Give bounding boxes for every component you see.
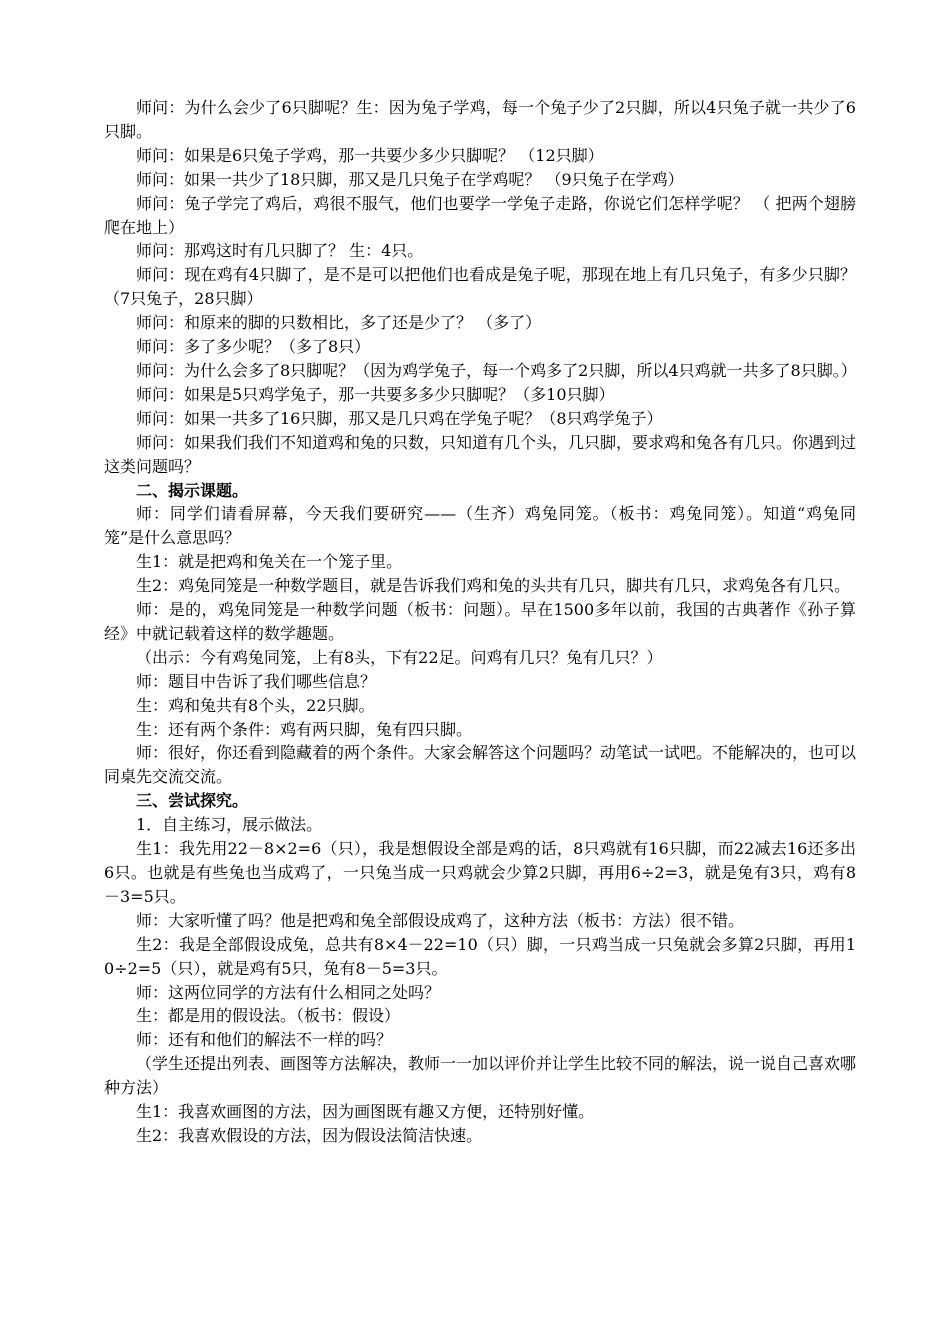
- paragraph: 师：题目中告诉了我们哪些信息？: [136, 671, 377, 691]
- paragraph: 师问：和原来的脚的只数相比，多了还是少了？ （多了）: [136, 313, 542, 333]
- paragraph: 师问：如果一共多了16只脚，那又是几只鸡在学兔子呢？（8只鸡学兔子）: [136, 408, 663, 428]
- document-body: [104, 96, 856, 1148]
- paragraph: 师：还有和他们的解法不一样的吗？: [136, 1030, 393, 1050]
- paragraph: 生1：我喜欢画图的方法，因为画图既有趣又方便，还特别好懂。: [136, 1102, 595, 1122]
- paragraph: 生：还有两个条件：鸡有两只脚，兔有四只脚。: [136, 719, 473, 739]
- paragraph: 师问：那鸡这时有几只脚了？ 生：4只。: [136, 241, 424, 261]
- paragraph: 师问：多了多少呢？（多了8只）: [136, 337, 371, 357]
- paragraph: 师问：如果是5只鸡学兔子，那一共要多多少只脚呢？（多10只脚）: [136, 384, 615, 404]
- paragraph: 师：这两位同学的方法有什么相同之处吗？: [136, 982, 441, 1002]
- paragraph: 生2：我喜欢假设的方法，因为假设法简洁快速。: [136, 1125, 483, 1145]
- paragraph: 生：鸡和兔共有8个头，22只脚。: [136, 695, 375, 715]
- paragraph: 师问：如果我们我们不知道鸡和兔的只数，只知道有几个头，几只脚，要求鸡和兔各有几只。你遇到过这类问题吗？: [104, 432, 857, 476]
- section-heading: 二、揭示课题。: [136, 480, 249, 500]
- paragraph: 师问：如果是6只兔子学鸡，那一共要少多少只脚呢？ （12只脚）: [136, 145, 604, 165]
- paragraph: （学生还提出列表、画图等方法解决，教师一一加以评价并让学生比较不同的解法，说一说自己喜欢哪种方法）: [104, 1054, 857, 1098]
- paragraph: 师问：为什么会多了8只脚呢？（因为鸡学兔子，每一个鸡多了2只脚，所以4只鸡就一共多了8只脚。）: [136, 360, 857, 380]
- paragraph: 生1：我先用22－8×2=6（只），我是想假设全部是鸡的话，8只鸡就有16只脚，而22减去16还多出6只。也就是有些兔也当成鸡了，一只兔当成一只鸡就会少算2只脚，再用6÷2=3，就是兔有3只，鸡有8－3=5只。: [104, 839, 856, 906]
- paragraph: 生2：鸡兔同笼是一种数学题目，就是告诉我们鸡和兔的头共有几只，脚共有几只，求鸡兔各有几只。: [136, 576, 851, 596]
- paragraph: 师：大家听懂了吗？他是把鸡和兔全部假设成鸡了，这种方法（板书：方法）很不错。: [136, 910, 745, 930]
- paragraph: 1．自主练习，展示做法。: [136, 815, 323, 835]
- paragraph: 生1：就是把鸡和兔关在一个笼子里。: [136, 552, 403, 572]
- paragraph: 师：很好，你还看到隐藏着的两个条件。大家会解答这个问题吗？动笔试一试吧。不能解决的，也可以同桌先交流交流。: [104, 743, 857, 787]
- paragraph: （出示：今有鸡兔同笼，上有8头，下有22足。问鸡有几只？兔有几只？）: [136, 647, 663, 667]
- paragraph: 师问：现在鸡有4只脚了，是不是可以把他们也看成是兔子呢，那现在地上有几只兔子，有多少只脚？（7只兔子，28只脚）: [104, 265, 856, 309]
- paragraph: 生2：我是全部假设成兔，总共有8×4－22=10（只）脚，一只鸡当成一只兔就会多算2只脚，再用10÷2=5（只），就是鸡有5只，兔有8－5=3只。: [104, 934, 856, 978]
- paragraph: 生：都是用的假设法。（板书：假设）: [136, 1006, 401, 1026]
- paragraph: 师：同学们请看屏幕，今天我们要研究——（生齐）鸡兔同笼。（板书：鸡兔同笼）。知道“鸡兔同笼”是什么意思吗？: [104, 504, 856, 548]
- paragraph: 师：是的，鸡兔同笼是一种数学问题（板书：问题）。早在1500多年以前，我国的古典著作《孙子算经》中就记载着这样的数学趣题。: [104, 600, 856, 643]
- section-heading: 三、尝试探究。: [136, 791, 249, 811]
- paragraph: 师问：如果一共少了18只脚，那又是几只兔子在学鸡呢？ （9只兔子在学鸡）: [136, 169, 684, 189]
- paragraph: 师问：兔子学完了鸡后，鸡很不服气，他们也要学一学兔子走路，你说它们怎样学呢？ （ 把两个翅膀爬在地上）: [104, 193, 856, 237]
- paragraph: 师问：为什么会少了6只脚呢？生：因为兔子学鸡，每一个兔子少了2只脚，所以4只兔子就一共少了6只脚。: [104, 98, 856, 141]
